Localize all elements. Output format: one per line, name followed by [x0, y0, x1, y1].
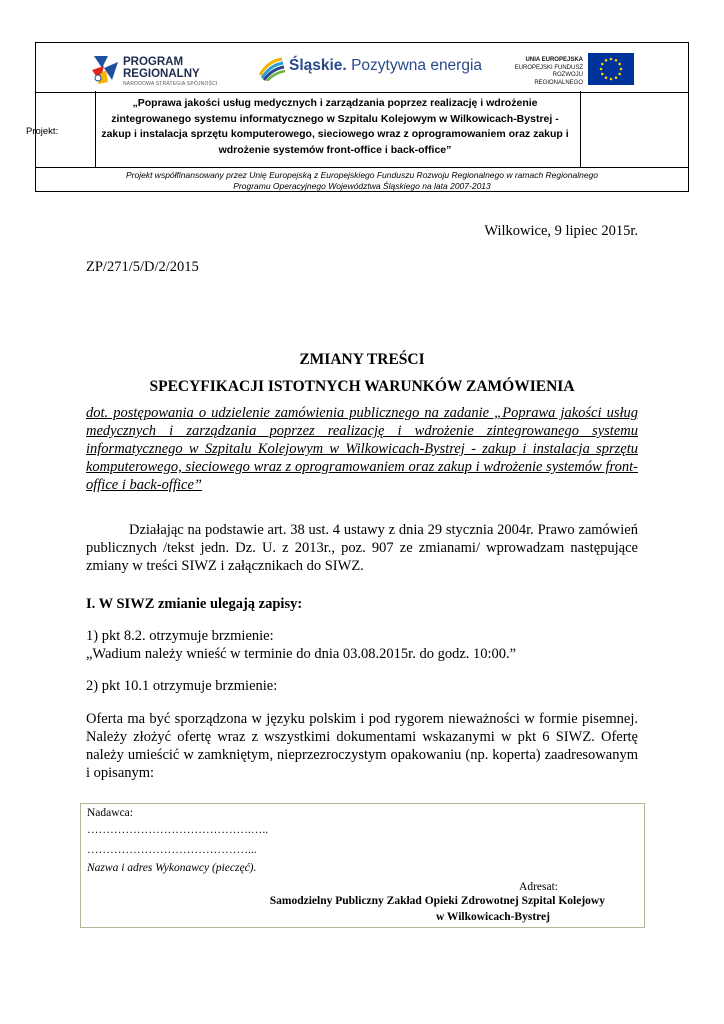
slaskie-swirl-icon — [258, 55, 286, 81]
ue-logo-text — [503, 57, 583, 87]
document-reference: ZP/271/5/D/2/2015 — [86, 259, 199, 275]
ue-line2: EUROPEJSKI FUNDUSZ — [514, 64, 583, 71]
point-2-label: 2) pkt 10.1 otrzymuje brzmienie: — [86, 678, 278, 694]
point-1-text: „Wadium należy wnieść w terminie do dnia 03.08.2015r. do godz. 10:00.” — [86, 646, 517, 662]
funding-line1: Projekt współfinansowany przez Unię Europejską z Europejskiego Funduszu Rozwoju Regionalnego w ramach Regionalnego — [125, 170, 598, 180]
program-regionalny-logo-icon — [90, 52, 120, 88]
eu-flag-icon — [588, 53, 634, 85]
slaskie-brand: Śląskie. — [289, 57, 347, 74]
document-date: Wilkowice, 9 lipiec 2015r. — [484, 223, 638, 239]
envelope-szpital-line1: Samodzielny Publiczny Zakład Opieki Zdrowotnej Szpital Kolejowy — [269, 895, 605, 907]
section-1-heading: I. W SIWZ zmianie ulegają zapisy: — [86, 596, 303, 612]
projekt-label: Projekt: — [26, 126, 59, 137]
logo-program-label: PROGRAM — [123, 56, 184, 68]
intro-paragraph: Działając na podstawie art. 38 ust. 4 ustawy z dnia 29 stycznia 2004r. Prawo zamówień publicznych /tekst jedn. Dz. U. z 2013r., poz. 907 ze zmianami/ wprowadzam następujące zmiany w treści SIWZ i załącznikach do SIWZ. — [86, 522, 638, 574]
envelope-adresat: Adresat: — [519, 881, 558, 893]
document-title-line2: SPECYFIKACJI ISTOTNYCH WARUNKÓW ZAMÓWIENIA — [149, 378, 575, 395]
document-subject: dot. postępowania o udzielenie zamówienia publicznego na zadanie „Poprawa jakości usług medycznych i zarządzania poprzez realizację i wdrożenie zintegrowanego systemu informatycznego w Szpitalu Kolejowym w Wilkowicach-Bystrej - zakup i instalacja sprzętu komputerowego, sieciowego wraz z oprogramowaniem oraz zakup i wdrożenie systemów front-office i back-office” — [86, 405, 638, 493]
envelope-nadawca: Nadawca: — [87, 807, 133, 819]
offer-paragraph: Oferta ma być sporządzona w języku polskim i pod rygorem nieważności w formie pisemnej. Należy złożyć ofertę wraz z wszystkimi dokumentami wskazanymi w pkt 6 SIWZ. Ofertę należy umieścić w zamkniętym, nieprzezroczystym opakowaniu (np. koperta) zaadresowanym i opisanym: — [86, 711, 638, 781]
envelope-dots-2: ……………………………………... — [87, 844, 257, 856]
envelope-szpital-line2: w Wilkowicach-Bystrej — [435, 911, 550, 923]
projekt-title: „Poprawa jakości usług medycznych i zarządzania poprzez realizację i wdrożenie zintegrowanego systemu informatycznego w Szpitalu Kolejowym w Wilkowicach-Bystrej - zakup i instalacja sprzętu komputerowego, sieciowego wraz z oprogramowaniem oraz zakup i wdrożenie systemów front-office i back-office” — [101, 97, 569, 156]
document-title-line1: ZMIANY TREŚCI — [299, 351, 425, 368]
ue-line3: ROZWOJU REGIONALNEGO — [534, 72, 583, 86]
logo-nss-label: NARODOWA STRATEGIA SPÓJNOŚCI — [123, 81, 218, 87]
funding-note — [35, 170, 689, 192]
envelope-dots-1: …………………………………….….. — [87, 824, 269, 836]
slaskie-slogan: Pozytywna energia — [351, 57, 483, 74]
logo-regionalny-label: REGIONALNY — [123, 68, 200, 80]
funding-line2: Programu Operacyjnego Województwa Śląskiego na lata 2007-2013 — [233, 181, 491, 191]
point-1-label: 1) pkt 8.2. otrzymuje brzmienie: — [86, 628, 274, 644]
ue-line1: UNIA EUROPEJSKA — [525, 57, 583, 63]
slaskie-logo-text — [289, 57, 482, 75]
envelope-nazwa: Nazwa i adres Wykonawcy (pieczęć). — [87, 862, 257, 874]
program-regionalny-text — [123, 56, 200, 80]
